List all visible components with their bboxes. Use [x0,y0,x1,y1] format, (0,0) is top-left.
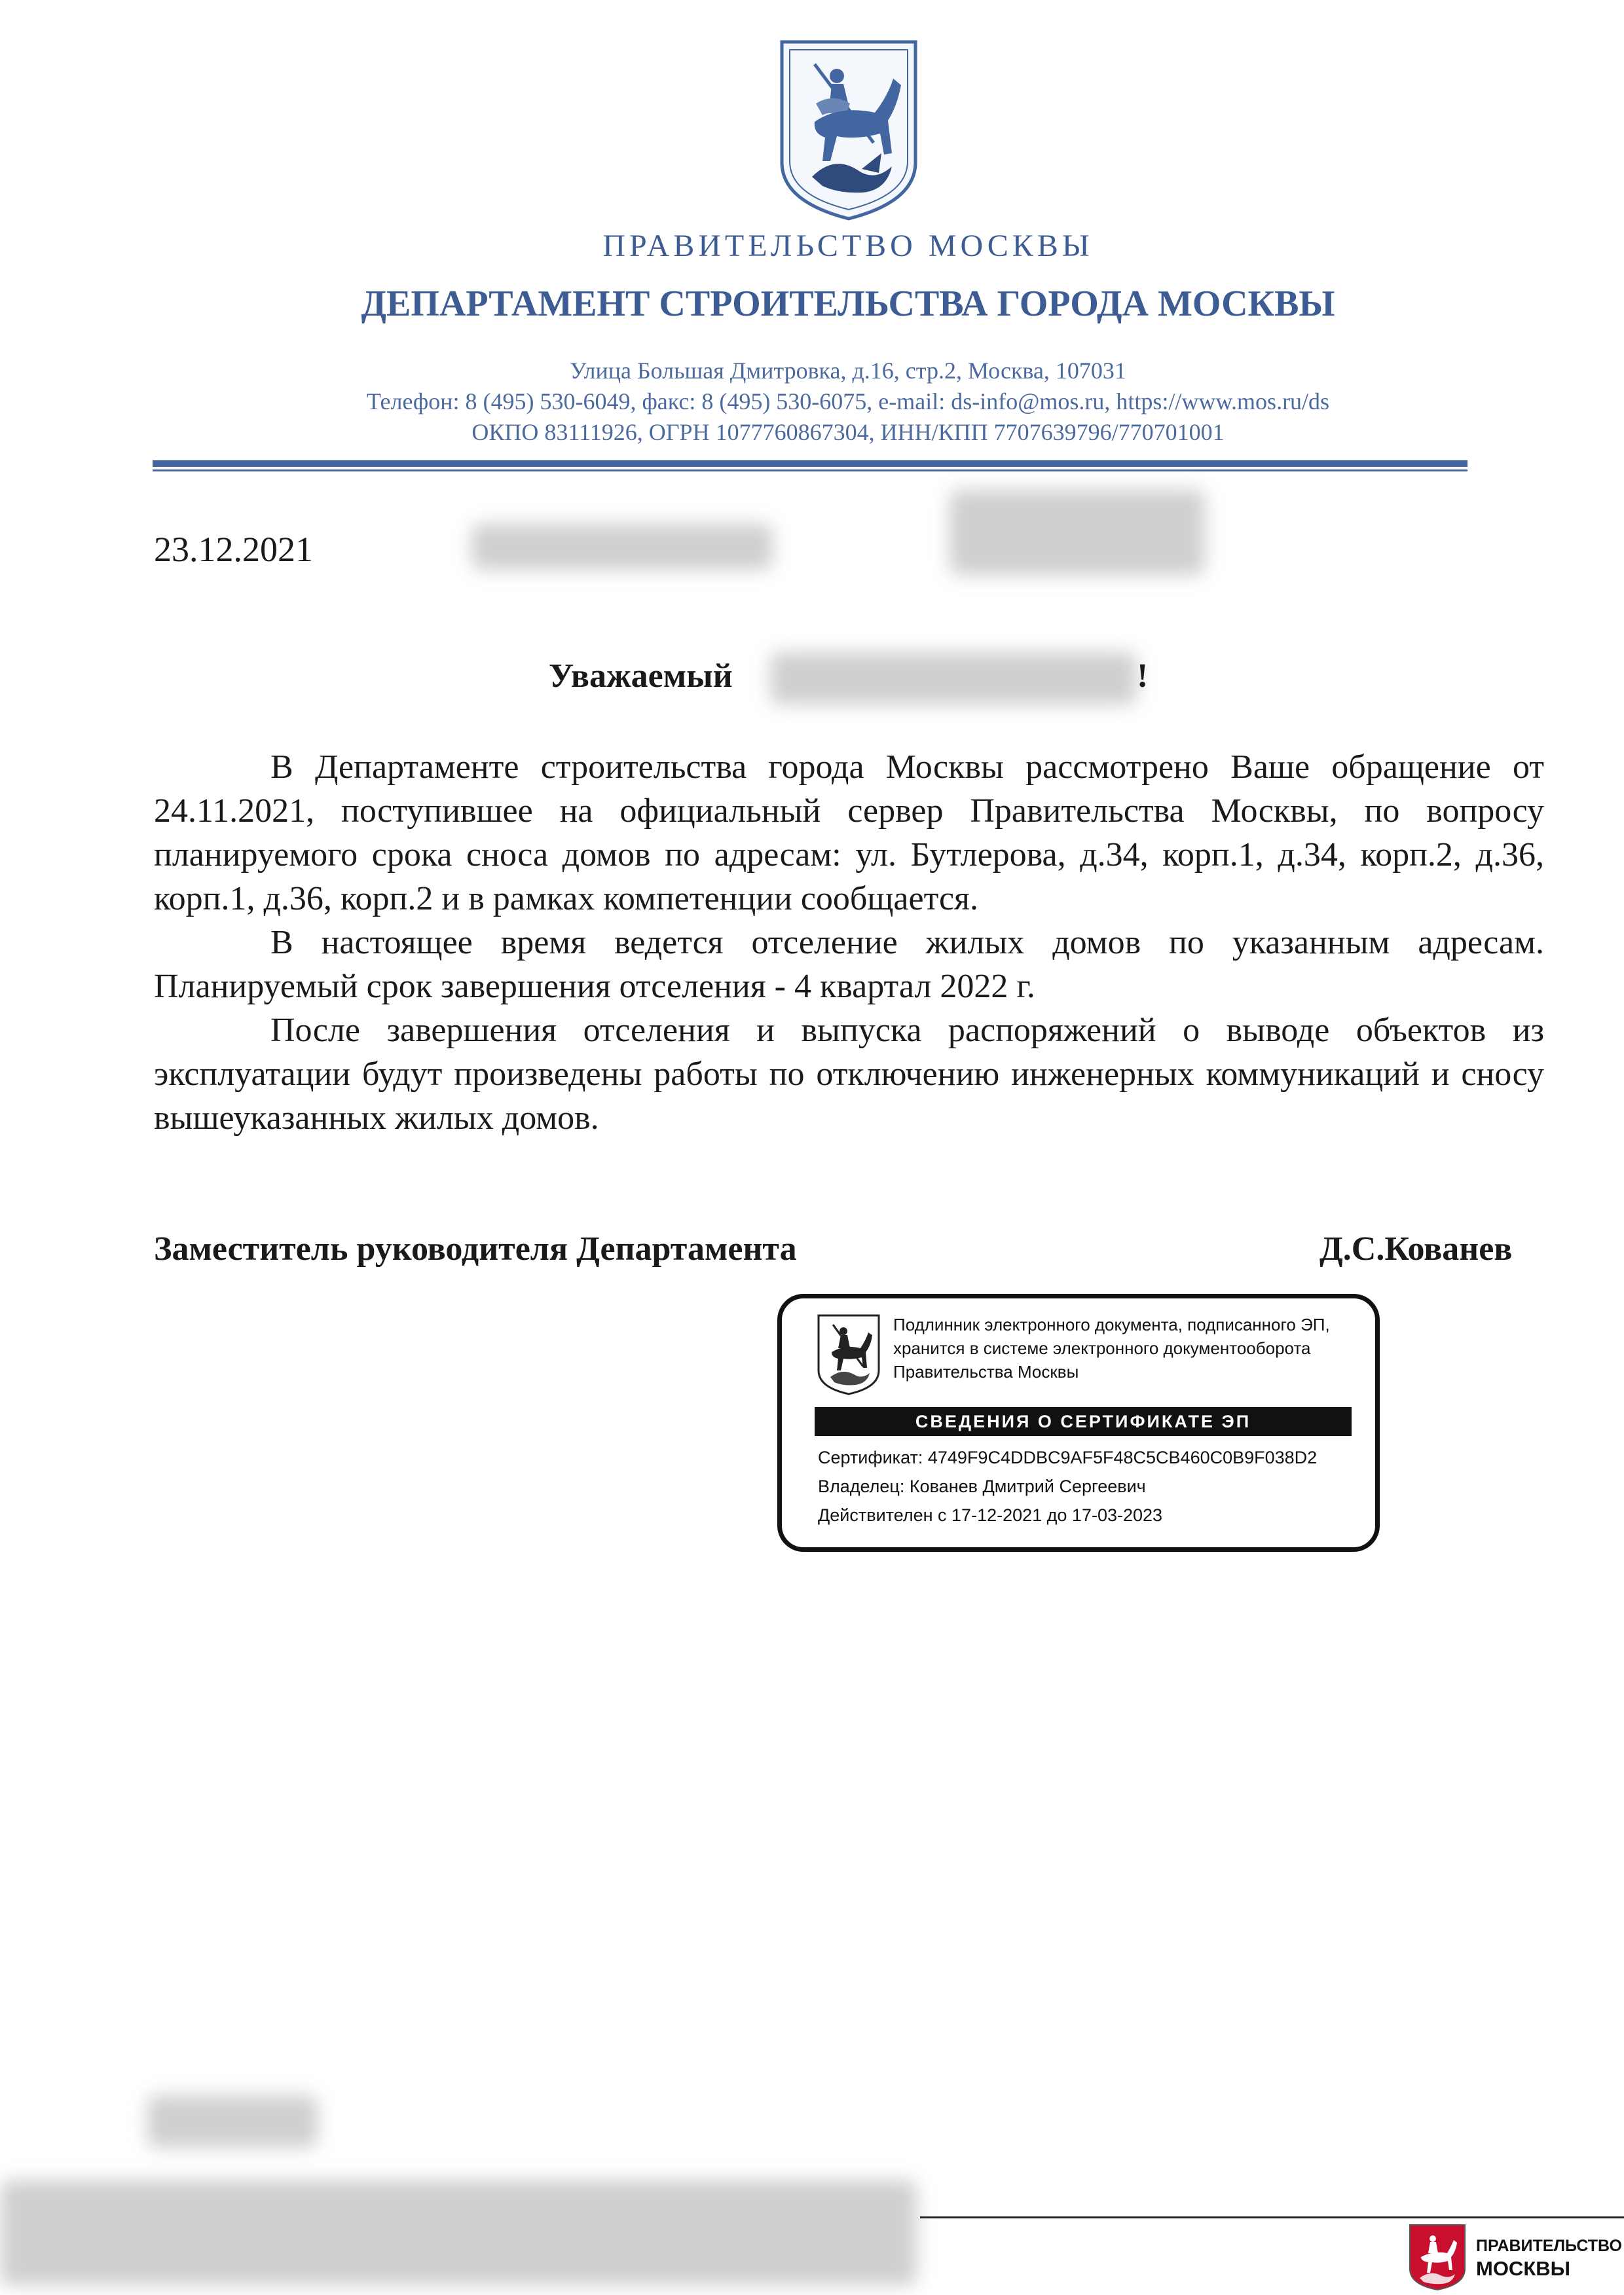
government-name: ПРАВИТЕЛЬСТВО МОСКВЫ [602,229,1094,263]
greeting-exclamation: ! [1137,657,1149,695]
contacts-line: Телефон: 8 (495) 530-6049, факс: 8 (495) 530-6075, e-mail: ds-info@mos.ru, https://www.mos.ru/ds [366,388,1330,414]
header-rule-thin [153,469,1467,471]
footer-rule [920,2216,1624,2218]
signature-name: Д.С.Кованев [1320,1230,1513,1268]
greeting: Уважаемый [549,657,733,695]
stamp-notice-line: Подлинник электронного документа, подписанного ЭП, [893,1315,1330,1334]
signature-role: Заместитель руководителя Департамента [154,1230,797,1268]
stamp-certificate-number: Сертификат: 4749F9C4DDBC9AF5F48C5CB460C0B9F038D2 [818,1448,1318,1467]
footer-caption-line1: ПРАВИТЕЛЬСТВО [1476,2237,1622,2255]
redacted-recipient-name [770,652,1137,705]
redacted-executor-details [0,2180,917,2285]
redacted-executor-initials [147,2095,318,2148]
redacted-reference-number [471,524,773,570]
stamp-notice-line: хранится в системе электронного документооборота [893,1338,1311,1358]
footer-caption-line2: МОСКВЫ [1476,2257,1570,2280]
stamp-certificate-owner: Владелец: Кованев Дмитрий Сергеевич [818,1477,1146,1496]
body-paragraph: После завершения отселения и выпуска распоряжений о выводе объектов из эксплуатации будут произведены работы по отключению инженерных коммуникаций и сносу вышеуказанных жилых домов. [154,1012,1544,1137]
stamp-certificate-header: СВЕДЕНИЯ О СЕРТИФИКАТЕ ЭП [815,1407,1352,1436]
letter-date: 23.12.2021 [154,530,313,569]
redacted-recipient-block [950,490,1205,575]
body-paragraph: В настоящее время ведется отселение жилых домов по указанным адресам. Планируемый срок завершения отселения - 4 квартал 2022 г. [154,924,1544,1005]
moscow-coat-of-arms-icon [777,38,921,221]
address-line: Улица Большая Дмитровка, д.16, стр.2, Москва, 107031 [570,358,1126,384]
stamp-notice [893,1313,1365,1384]
department-name: ДЕПАРТАМЕНТ СТРОИТЕЛЬСТВА ГОРОДА МОСКВЫ [361,284,1335,324]
stamp-certificate-validity: Действителен с 17-12-2021 до 17-03-2023 [818,1505,1163,1525]
moscow-government-logo-icon [1408,2223,1467,2291]
header-rule [153,460,1467,467]
registration-codes-line: ОКПО 83111926, ОГРН 1077760867304, ИНН/КПП 7707639796/770701001 [471,419,1225,445]
body-paragraph: В Департаменте строительства города Москвы рассмотрено Ваше обращение от 24.11.2021, поступившее на официальный сервер Правительства Москвы, по вопросу планируемого срока сноса домов по адресам: ул. Бутлерова, д.34, корп.1, д.34, корп.2, д.36, корп.1, д.36, корп.2 и в рамках компетенции сообщается. [154,748,1544,917]
stamp-coat-of-arms-icon [816,1313,881,1397]
footer-caption [1476,2235,1622,2281]
electronic-signature-stamp [777,1294,1380,1552]
stamp-notice-line: Правительства Москвы [893,1362,1079,1382]
